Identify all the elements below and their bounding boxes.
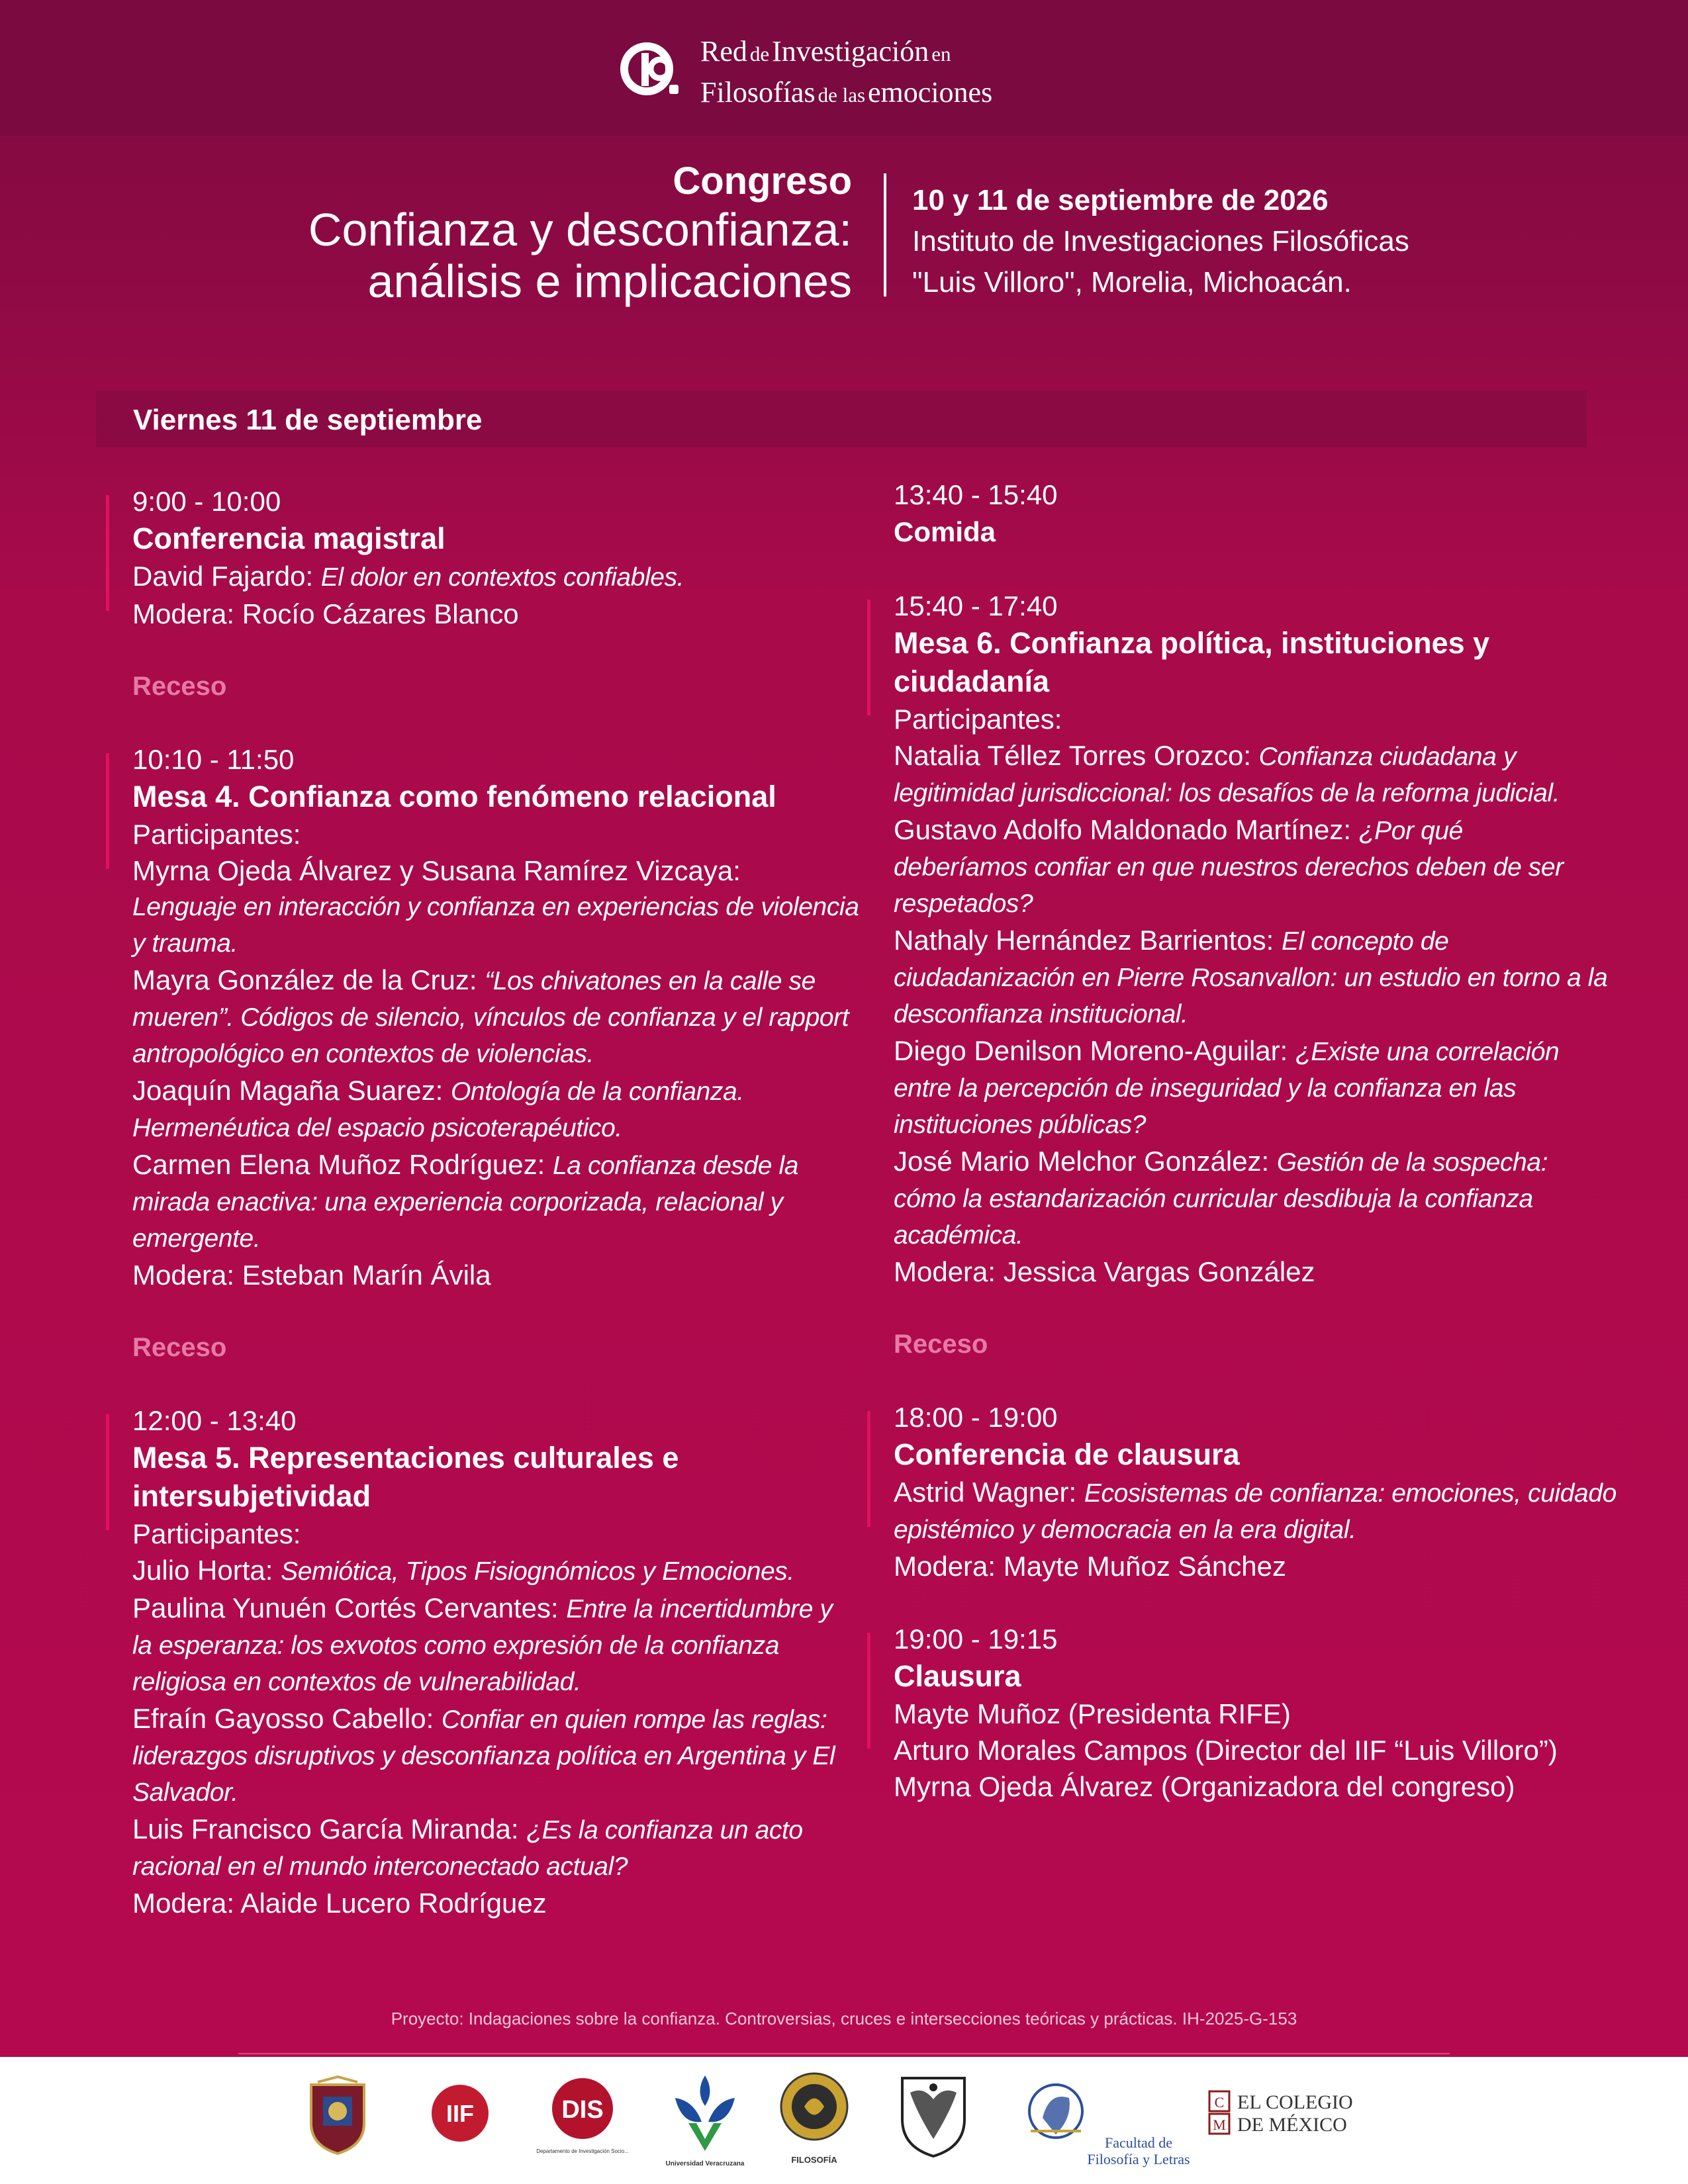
speaker-name: José Mario Melchor González:	[894, 1146, 1270, 1177]
network-word: Red	[700, 35, 747, 68]
break-label: Receso	[132, 672, 227, 701]
program-left-column	[132, 483, 880, 1921]
ffyl-caption: Filosofía y Letras	[1087, 2151, 1190, 2167]
network-logo-icon	[619, 38, 692, 105]
talk-title: deberíamos confiar en que nuestros derechos deben de ser	[894, 853, 1564, 882]
talk-title: Confiar en quien rompe las reglas:	[441, 1706, 827, 1734]
filosofia-caption: FILOSOFÍA	[791, 2155, 837, 2165]
speaker-name: Nathaly Hernández Barrientos:	[894, 925, 1274, 956]
dis-logo-icon	[536, 2077, 629, 2163]
dis-mark: DIS	[561, 2096, 604, 2124]
congress-title-line: Confianza y desconfianza:	[308, 204, 852, 255]
talk-entry	[132, 962, 880, 999]
talk-title: religiosa en contextos de vulnerabilidad.	[132, 1668, 581, 1696]
speaker-name: Myrna Ojeda Álvarez y Susana Ramírez Vizcaya:	[132, 855, 741, 886]
break-label: Receso	[894, 1330, 988, 1359]
event-venue-line: "Luis Villoro", Morelia, Michoacán.	[912, 266, 1352, 298]
moderator: Modera: Esteban Marín Ávila	[132, 1259, 491, 1291]
spacer	[132, 705, 880, 741]
talk-entry	[894, 922, 1642, 960]
congress-label: Congreso	[673, 159, 852, 203]
talk-entry	[894, 737, 1642, 775]
talk-title: Entre la incertidumbre y	[566, 1595, 833, 1623]
closing-speaker: Arturo Morales Campos (Director del IIF “Luis Villoro”)	[894, 1735, 1558, 1766]
talk-entry	[132, 558, 880, 596]
talk-title: epistémico y democracia en la era digital.	[894, 1516, 1356, 1544]
network-name	[700, 34, 992, 116]
talk-title: Ecosistemas de confianza: emociones, cuidado	[1084, 1479, 1617, 1508]
unam-crest-icon	[897, 2073, 970, 2159]
session-accent-bar	[106, 753, 109, 869]
participants-label: Participantes:	[894, 704, 1062, 735]
speaker-name: Natalia Téllez Torres Orozco:	[894, 740, 1251, 771]
uv-caption: Universidad Veracruzana	[665, 2160, 745, 2167]
talk-title: desconfianza institucional.	[894, 1000, 1188, 1028]
iif-logo-icon	[430, 2083, 490, 2143]
day-label: Viernes 11 de septiembre	[133, 404, 483, 436]
session-closing	[894, 1621, 1642, 1805]
speaker-name: Joaquín Magaña Suarez:	[132, 1075, 444, 1106]
break-label: Receso	[132, 1333, 227, 1362]
talk-entry	[894, 1474, 1642, 1512]
speaker-name: Gustavo Adolfo Maldonado Martínez:	[894, 814, 1352, 845]
talk-entry	[894, 811, 1642, 849]
closing-speaker: Myrna Ojeda Álvarez (Organizadora del congreso)	[894, 1771, 1515, 1802]
session-mesa-4	[132, 741, 880, 1293]
session-accent-bar	[867, 1633, 870, 1749]
talk-title: Confianza ciudadana y	[1258, 743, 1517, 771]
session-closing-lecture	[894, 1399, 1642, 1584]
network-word: de	[749, 42, 770, 66]
event-date: 10 y 11 de septiembre de 2026	[912, 184, 1329, 216]
session-accent-bar	[106, 495, 109, 611]
session-title: Mesa 5. Representaciones culturales e	[132, 1441, 679, 1475]
talk-title: Hermenéutica del espacio psicoterapéutico.	[132, 1114, 622, 1142]
ffyl-caption: Facultad de	[1104, 2134, 1173, 2151]
network-word: Investigación	[772, 35, 929, 68]
program-right-column	[894, 477, 1642, 1805]
talk-title: racional en el mundo interconectado actual?	[132, 1852, 628, 1881]
talk-title: cómo la estandarización curricular desdibuja la confianza	[894, 1185, 1533, 1213]
talk-title: ¿Por qué	[1358, 817, 1463, 845]
spacer	[894, 1584, 1642, 1621]
speaker-name: Mayra González de la Cruz:	[132, 964, 477, 995]
talk-entry	[132, 1590, 880, 1627]
top-banner	[0, 0, 1688, 136]
talk-entry	[894, 1032, 1642, 1070]
spacer	[894, 1290, 1642, 1326]
speaker-name: David Fajardo:	[132, 561, 314, 592]
ffyl-logo-icon	[1016, 2071, 1190, 2171]
talk-title: y trauma.	[132, 929, 238, 958]
talk-title: liderazgos disruptivos y desconfianza política en Argentina y El	[132, 1742, 835, 1770]
speaker-name: Carmen Elena Muñoz Rodríguez:	[132, 1149, 545, 1180]
talk-title: ciudadanización en Pierre Rosanvallon: un estudio en torno a la	[894, 964, 1608, 992]
session-title: Mesa 6. Confianza política, instituciones y	[894, 626, 1490, 660]
talk-title: “Los chivatones en la calle se	[485, 967, 816, 995]
talk-entry	[132, 1552, 880, 1590]
talk-title: la esperanza: los exvotos como expresión de la confianza	[132, 1631, 780, 1660]
talk-entry	[132, 1700, 880, 1738]
congress-title-line: análisis e implicaciones	[367, 255, 852, 307]
speaker-name: Efraín Gayosso Cabello:	[132, 1703, 434, 1734]
session-accent-bar	[106, 1414, 109, 1530]
talk-title: Semiótica, Tipos Fisiognómicos y Emociones.	[281, 1557, 794, 1586]
session-accent-bar	[867, 600, 870, 715]
talk-title: La confianza desde la	[553, 1152, 799, 1180]
session-title: Clausura	[894, 1659, 1021, 1693]
talk-entry	[894, 1143, 1642, 1181]
session-keynote	[132, 483, 880, 632]
iif-mark: IIF	[446, 2100, 474, 2127]
session-mesa-5	[132, 1402, 880, 1921]
talk-title: mueren”. Códigos de silencio, vínculos de confianza y el rapport	[132, 1003, 849, 1032]
colmex-caption: EL COLEGIO	[1237, 2091, 1353, 2113]
sponsor-logos	[0, 2057, 1688, 2184]
session-accent-bar	[867, 1411, 870, 1527]
talk-title: legitimidad jurisdiccional: los desafíos de la reforma judicial.	[894, 779, 1560, 807]
talk-title: Salvador.	[132, 1778, 238, 1807]
session-time: 9:00 - 10:00	[132, 486, 281, 517]
session-title: Conferencia de clausura	[894, 1437, 1240, 1471]
network-word: emociones	[868, 76, 993, 109]
session-mesa-6	[894, 588, 1642, 1290]
colmex-caption: DE MÉXICO	[1237, 2114, 1347, 2136]
talk-title: emergente.	[132, 1224, 261, 1253]
speaker-name: Paulina Yunuén Cortés Cervantes:	[132, 1592, 559, 1623]
spacer	[132, 1293, 880, 1330]
event-info	[912, 180, 1409, 303]
uv-logo-icon	[662, 2071, 748, 2171]
talk-entry	[132, 1146, 880, 1184]
header-divider	[884, 173, 886, 296]
speaker-name: Julio Horta:	[132, 1555, 273, 1586]
talk-title: Lenguaje en interacción y confianza en experiencias de violencia	[132, 893, 859, 921]
talk-title: ¿Es la confianza un acto	[526, 1816, 803, 1844]
talk-title: respetados?	[894, 889, 1033, 918]
colmex-mark: M	[1213, 2116, 1226, 2133]
closing-speaker: Mayte Muñoz (Presidenta RIFE)	[894, 1698, 1291, 1729]
network-word: de las	[818, 83, 866, 107]
talk-entry	[132, 1072, 880, 1110]
session-time: 15:40 - 17:40	[894, 590, 1058, 621]
session-time: 12:00 - 13:40	[132, 1405, 297, 1436]
session-title: Mesa 4. Confianza como fenómeno relacional	[132, 780, 776, 813]
speaker-name: Diego Denilson Moreno-Aguilar:	[894, 1035, 1288, 1066]
talk-title: mirada enactiva: una experiencia corporizada, relacional y	[132, 1188, 783, 1216]
day-heading	[96, 390, 1587, 447]
congress-title-block	[124, 159, 852, 307]
speaker-name: Astrid Wagner:	[894, 1477, 1077, 1508]
dis-caption: Departamento de Investigación Socio...	[536, 2148, 629, 2154]
talk-title: Gestión de la sospecha:	[1276, 1148, 1548, 1177]
participants-label: Participantes:	[132, 819, 301, 850]
speaker-name: Luis Francisco García Miranda:	[132, 1813, 519, 1844]
session-time: 13:40 - 15:40	[894, 479, 1058, 510]
spacer	[132, 632, 880, 668]
session-time: 18:00 - 19:00	[894, 1402, 1058, 1433]
spacer	[894, 1363, 1642, 1399]
moderator: Modera: Alaide Lucero Rodríguez	[132, 1888, 547, 1919]
moderator: Modera: Mayte Muñoz Sánchez	[894, 1551, 1286, 1582]
talk-title: antropológico en contextos de violencias.	[132, 1040, 594, 1068]
session-time: 10:10 - 11:50	[132, 744, 295, 775]
talk-title: Ontología de la confianza.	[451, 1077, 744, 1106]
session-title: Comida	[894, 516, 996, 547]
session-title: ciudadanía	[894, 664, 1050, 698]
network-word: Filosofías	[700, 76, 816, 109]
talk-title: instituciones públicas?	[894, 1111, 1147, 1139]
session-lunch	[894, 477, 1642, 551]
talk-title: ¿Existe una correlación	[1295, 1038, 1560, 1066]
event-venue-line: Instituto de Investigaciones Filosóficas	[912, 225, 1409, 257]
spacer	[132, 1366, 880, 1402]
talk-entry	[132, 1811, 880, 1848]
talk-title: entre la percepción de inseguridad y la confianza en las	[894, 1074, 1517, 1103]
umsnh-crest-icon	[306, 2077, 369, 2156]
colmex-mark: C	[1214, 2094, 1225, 2111]
network-word: en	[931, 42, 951, 66]
session-title: Conferencia magistral	[132, 522, 445, 555]
filosofia-logo-icon	[778, 2070, 851, 2169]
session-time: 19:00 - 19:15	[894, 1623, 1058, 1655]
talk-title: académica.	[894, 1221, 1023, 1250]
project-credit: Proyecto: Indagaciones sobre la confianza. Controversias, cruces e intersecciones teóricas y prácticas. IH-2025-G-153	[391, 2009, 1297, 2028]
talk-title: El concepto de	[1281, 927, 1449, 956]
participants-label: Participantes:	[132, 1518, 301, 1549]
talk-title: El dolor en contextos confiables.	[320, 563, 684, 592]
colmex-logo-icon	[1208, 2090, 1360, 2136]
moderator: Modera: Jessica Vargas González	[894, 1256, 1315, 1287]
spacer	[894, 551, 1642, 588]
moderator: Modera: Rocío Cázares Blanco	[132, 598, 519, 629]
session-title: intersubjetividad	[132, 1479, 371, 1513]
footer-divider	[238, 2053, 1450, 2054]
